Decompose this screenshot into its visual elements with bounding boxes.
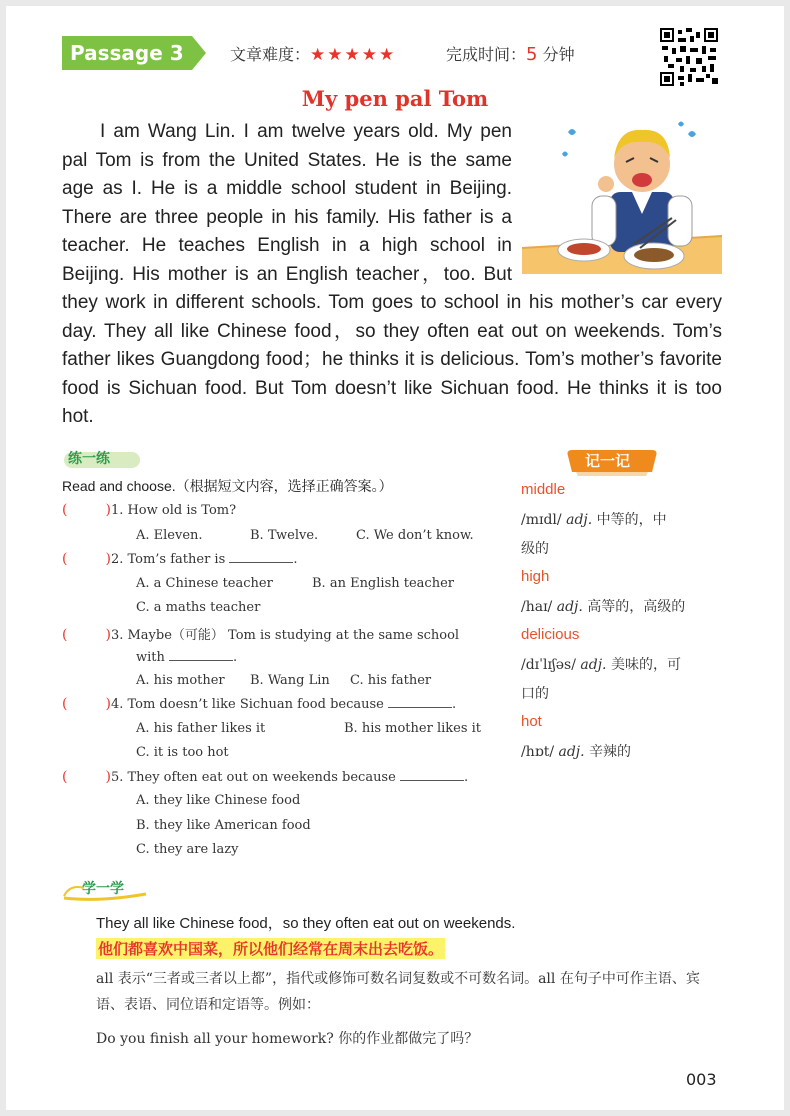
question-stem-end: . (293, 552, 298, 567)
option-b[interactable]: B. an English teacher (312, 576, 454, 591)
time-label: 完成时间： (446, 45, 527, 64)
option-a[interactable]: A. Eleven. (136, 528, 203, 543)
learn-example-en: They all like Chinese food，so they often eat out on weekends. (96, 915, 516, 932)
vocab-def-cont: 口的 (521, 686, 549, 702)
answer-blank[interactable] (388, 696, 452, 708)
learn-example-zh: 他们都喜欢中国菜，所以他们经常在周末出去吃饭。 (98, 940, 444, 958)
learn-explanation: all 表示“三者或三者以上都”，指代或修饰可数名词复数或不可数名词。all 在句子中可作主语、宾语、表语、同位语和定语等。例如： (96, 971, 700, 1013)
answer-paren-close[interactable]: ) (105, 769, 111, 785)
time (446, 42, 575, 65)
difficulty-label: 文章难度： (230, 45, 311, 64)
banner-arrow-icon (192, 36, 206, 70)
qr-code-icon[interactable] (660, 28, 718, 86)
question-4 (62, 696, 456, 712)
option-c[interactable]: C. his father (350, 673, 432, 688)
question-2 (62, 551, 298, 567)
option-row (136, 528, 203, 543)
answer-paren-close[interactable]: ) (105, 696, 111, 712)
question-stem-end: . (452, 697, 457, 712)
question-stem: 3. Maybe（可能） Tom is studying at the same school (110, 628, 460, 643)
vocab-def: /mɪdl/ adj. 中等的，中 (521, 512, 667, 528)
question-stem: 2. Tom’s father is (110, 552, 226, 567)
difficulty-stars-icon: ★★★★★ (310, 45, 397, 65)
answer-blank[interactable] (229, 551, 293, 563)
passage-banner: Passage 3 (62, 36, 192, 70)
time-unit: 分钟 (542, 45, 575, 64)
answer-paren-close[interactable]: ) (105, 551, 111, 567)
difficulty (230, 42, 396, 65)
option-b[interactable]: B. his mother likes it (344, 721, 482, 736)
option-a[interactable]: A. a Chinese teacher (136, 576, 273, 591)
exercise-section-title: 练一练 (68, 451, 110, 467)
vocab-def: /haɪ/ adj. 高等的，高级的 (521, 599, 686, 615)
answer-blank[interactable] (400, 769, 464, 781)
page-number: 003 (686, 1070, 717, 1089)
vocab-word: hot (521, 713, 542, 730)
question-stem-end: . (463, 770, 469, 785)
learn-section-title: 学一学 (82, 881, 124, 897)
answer-paren-open[interactable]: ( (62, 502, 68, 518)
time-value: 5 (526, 44, 538, 65)
answer-paren-close[interactable]: ) (105, 627, 111, 643)
option-b[interactable]: B. Twelve. (250, 528, 319, 543)
vocab-def: /hɒt/ adj. 辛辣的 (521, 744, 632, 760)
answer-paren-open[interactable]: ( (62, 627, 68, 643)
passage-text: I am Wang Lin. I am twelve years old. My pen pal Tom is from the United States. He is the same age as I. He is a middle school student in Beijing. There are three people in his family. His father is a teacher. He teaches English in a high school in Beijing. His mother is an English teacher，too. But they work in different schools. Tom goes to school in his mother’s car every day. They all like Chinese food，so they often eat out on weekends. Tom’s father likes Guangdong food；he thinks it is delicious. Tom’s mother’s favorite food is Sichuan food. But Tom doesn’t like Sichuan food. He thinks it is too hot. (62, 121, 722, 427)
option-b[interactable]: B. they like American food (136, 818, 311, 833)
vocab-word: high (521, 568, 550, 585)
vocab-title: 记一记 (585, 452, 631, 470)
option-c[interactable]: C. they are lazy (136, 842, 239, 857)
question-stem: 1. How old is Tom? (110, 503, 237, 518)
question-stem-2: with (136, 650, 165, 665)
option-a[interactable]: A. his mother (136, 673, 225, 688)
answer-paren-open[interactable]: ( (62, 769, 68, 785)
option-b[interactable]: B. Wang Lin (250, 673, 330, 688)
answer-paren-open[interactable]: ( (62, 696, 68, 712)
question-stem-end: . (233, 650, 238, 665)
exercise-instruction: Read and choose.（根据短文内容，选择正确答案。） (62, 478, 393, 494)
answer-blank[interactable] (169, 649, 233, 661)
vocab-def: /dɪˈlɪʃəs/ adj. 美味的，可 (521, 657, 681, 673)
vocab-word: middle (521, 481, 566, 498)
boy-eating-spicy-food-illustration (522, 118, 722, 274)
question-5 (62, 769, 468, 785)
answer-paren-open[interactable]: ( (62, 551, 68, 567)
question-stem: 4. Tom doesn’t like Sichuan food because (110, 697, 384, 712)
learn-example-2: Do you finish all your homework? 你的作业都做完了吗？ (96, 1031, 479, 1047)
vocab-word: delicious (521, 626, 580, 643)
option-c[interactable]: C. We don’t know. (356, 528, 474, 543)
option-c[interactable]: C. a maths teacher (136, 600, 261, 615)
passage-title: My pen pal Tom (301, 86, 489, 111)
question-1 (62, 502, 236, 518)
question-3 (62, 624, 459, 643)
passage-body (62, 118, 722, 432)
question-stem: 5. They often eat out on weekends because (110, 770, 396, 785)
vocab-def-cont: 级的 (521, 541, 549, 557)
answer-paren-close[interactable]: ) (105, 502, 111, 518)
option-a[interactable]: A. they like Chinese food (136, 793, 301, 808)
option-c[interactable]: C. it is too hot (136, 745, 229, 760)
option-a[interactable]: A. his father likes it (136, 721, 266, 736)
